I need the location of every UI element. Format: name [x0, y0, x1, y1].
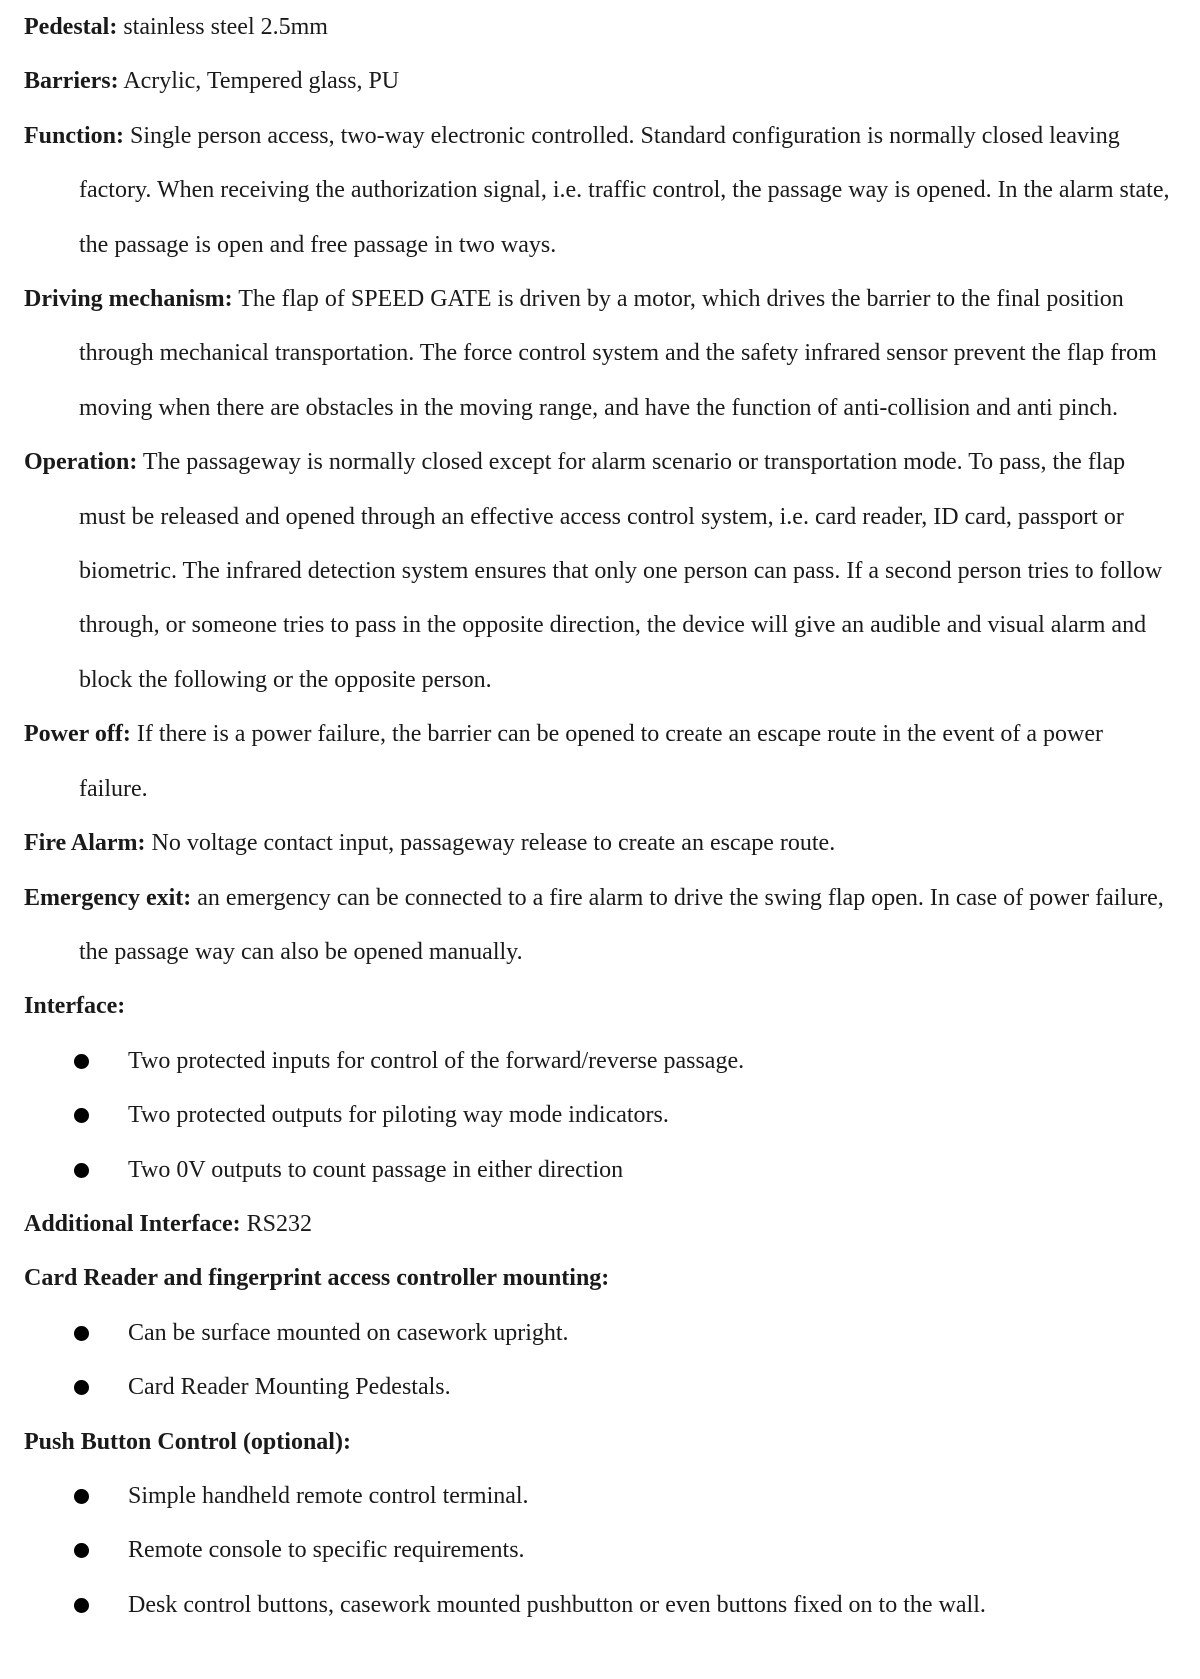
spec-driving-mechanism: [24, 272, 1174, 435]
spec-value: No voltage contact input, passageway release to create an escape route.: [151, 830, 836, 857]
spec-value: an emergency can be connected to a fire alarm to drive the swing flap open. In case of power failure, the passage way can also be opened manually.: [79, 884, 1164, 965]
spec-value: The flap of SPEED GATE is driven by a motor, which drives the barrier to the final position through mechanical transportation. The force control system and the safety infrared sensor prevent the flap from moving when there are obstacles in the moving range, and have the function of anti-collision and anti pinch.: [79, 286, 1157, 421]
spec-barriers: [24, 54, 1174, 108]
spec-label: Driving mechanism:: [24, 286, 233, 313]
spec-operation: [24, 435, 1174, 707]
list-item: [24, 1143, 1174, 1197]
list-item-text: Two 0V outputs to count passage in either direction: [128, 1156, 624, 1183]
list-item-text: Desk control buttons, casework mounted pushbutton or even buttons fixed on to the wall.: [128, 1591, 986, 1618]
spec-value: RS232: [246, 1210, 313, 1237]
list-item-text: Two protected inputs for control of the forward/reverse passage.: [128, 1047, 745, 1074]
spec-value: Single person access, two-way electronic controlled. Standard configuration is normally closed leaving factory. When receiving the authorization signal, i.e. traffic control, the passage way is opened. In the alarm state, the passage is open and free passage in two ways.: [79, 122, 1170, 258]
list-item-text: Can be surface mounted on casework upright.: [128, 1319, 569, 1346]
spec-label: Power off:: [24, 721, 131, 748]
spec-label: Emergency exit:: [24, 884, 192, 911]
spec-label: Function:: [24, 122, 125, 149]
list-item: [24, 1469, 1174, 1523]
list-item: [24, 1578, 1174, 1632]
spec-value: If there is a power failure, the barrier can be opened to create an escape route in the event of a power failure.: [79, 721, 1104, 802]
list-item: [24, 1360, 1174, 1414]
card-reader-heading: Card Reader and fingerprint access controller mounting:: [24, 1265, 610, 1292]
list-item: [24, 1523, 1174, 1577]
spec-label: Fire Alarm:: [24, 830, 146, 857]
spec-emergency-exit: [24, 871, 1174, 980]
list-item-text: Simple handheld remote control terminal.: [128, 1482, 529, 1509]
spec-power-off: [24, 707, 1174, 816]
spec-value: stainless steel 2.5mm: [123, 14, 328, 40]
spec-fire-alarm: [24, 816, 1174, 870]
bullet-icon: [74, 1543, 89, 1558]
spec-label: Additional Interface:: [24, 1210, 241, 1237]
interface-list: [24, 1034, 1174, 1197]
bullet-icon: [74, 1326, 89, 1341]
list-item: [24, 1034, 1174, 1088]
spec-document: [24, 0, 1174, 1632]
list-item-text: Two protected outputs for piloting way mode indicators.: [128, 1102, 669, 1129]
list-item: [24, 1306, 1174, 1360]
push-button-heading: Push Button Control (optional):: [24, 1428, 351, 1455]
card-reader-list: [24, 1306, 1174, 1415]
spec-label: Operation:: [24, 449, 138, 476]
list-item-text: Card Reader Mounting Pedestals.: [128, 1374, 451, 1401]
list-item: [24, 1088, 1174, 1142]
spec-additional-interface: [24, 1197, 1174, 1251]
bullet-icon: [74, 1489, 89, 1504]
bullet-icon: [74, 1108, 89, 1123]
spec-pedestal: [24, 0, 1174, 54]
spec-value: The passageway is normally closed except for alarm scenario or transportation mode. To pass, the flap must be released and opened through an effective access control system, i.e. card reader, ID card, passport or biometric. The infrared detection system ensures that only one person can pass. If a second person tries to follow through, or someone tries to pass in the opposite direction, the device will give an audible and visual alarm and block the following or the opposite person.: [79, 449, 1163, 693]
spec-value: Acrylic, Tempered glass, PU: [123, 68, 400, 95]
spec-label: Pedestal:: [24, 14, 118, 40]
list-item-text: Remote console to specific requirements.: [128, 1537, 525, 1564]
bullet-icon: [74, 1380, 89, 1395]
spec-function: [24, 109, 1174, 272]
spec-label: Barriers:: [24, 68, 119, 95]
push-button-list: [24, 1469, 1174, 1632]
bullet-icon: [74, 1163, 89, 1178]
bullet-icon: [74, 1054, 89, 1069]
bullet-icon: [74, 1598, 89, 1613]
interface-heading: Interface:: [24, 993, 126, 1020]
